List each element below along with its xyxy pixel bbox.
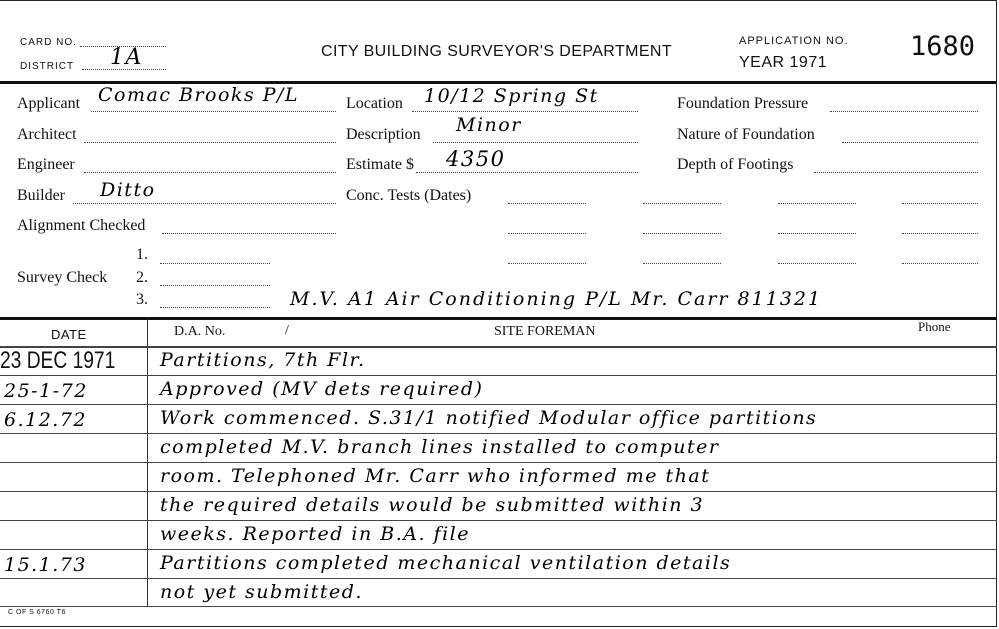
alignment-label: Alignment Checked bbox=[17, 217, 146, 234]
date-header: DATE bbox=[51, 327, 87, 342]
depth-footings-line bbox=[814, 172, 978, 173]
nature-foundation-line bbox=[842, 142, 978, 143]
estimate-value: 4350 bbox=[446, 147, 506, 171]
site-foreman-header: SITE FOREMAN bbox=[494, 324, 596, 339]
card-no-label: CARD NO. bbox=[20, 37, 77, 48]
conc-line-b2 bbox=[643, 233, 721, 234]
log-line-2 bbox=[0, 404, 997, 405]
survey-num-2: 2. bbox=[136, 269, 148, 286]
estimate-line bbox=[416, 172, 638, 173]
conc-line-b3 bbox=[643, 263, 721, 264]
survey-num-1: 1. bbox=[136, 246, 148, 263]
alignment-line bbox=[162, 233, 336, 234]
phone-header: Phone bbox=[918, 319, 951, 334]
application-no-value: 1680 bbox=[910, 31, 976, 62]
survey-3-value: M.V. A1 Air Conditioning P/L Mr. Carr 811321 bbox=[290, 288, 823, 310]
log-line-8 bbox=[0, 578, 997, 579]
district-value: 1A bbox=[110, 45, 143, 70]
form-code: C OF S 6760 T6 bbox=[8, 609, 66, 616]
applicant-value: Comac Brooks P/L bbox=[98, 84, 300, 106]
log-line-5 bbox=[0, 491, 997, 492]
log-line-7 bbox=[0, 549, 997, 550]
district-label: DISTRICT bbox=[20, 61, 75, 72]
log-row-2-date: 25-1-72 bbox=[4, 380, 88, 402]
conc-line-b1 bbox=[643, 203, 721, 204]
conc-line-d1 bbox=[902, 203, 978, 204]
log-row-4-text: completed M.V. branch lines installed to computer bbox=[160, 436, 720, 458]
log-row-1-text: Partitions, 7th Flr. bbox=[160, 349, 366, 371]
log-row-9-text: not yet submitted. bbox=[160, 581, 363, 603]
estimate-label: Estimate $ bbox=[346, 156, 414, 173]
section-divider bbox=[0, 317, 997, 320]
survey-line-3 bbox=[160, 307, 270, 308]
da-no-header: D.A. No. bbox=[174, 324, 226, 339]
log-line-3 bbox=[0, 433, 997, 434]
log-row-7-text: weeks. Reported in B.A. file bbox=[160, 523, 470, 545]
survey-line-2 bbox=[160, 285, 270, 286]
location-label: Location bbox=[346, 95, 403, 112]
location-line bbox=[412, 111, 638, 112]
conc-line-d3 bbox=[902, 263, 978, 264]
nature-foundation-label: Nature of Foundation bbox=[677, 126, 815, 143]
log-line-1 bbox=[0, 375, 997, 376]
conc-line-a1 bbox=[508, 203, 586, 204]
foundation-pressure-label: Foundation Pressure bbox=[677, 95, 809, 112]
applicant-line bbox=[91, 111, 336, 112]
department-title: CITY BUILDING SURVEYOR'S DEPARTMENT bbox=[321, 43, 673, 60]
log-row-8-date: 15.1.73 bbox=[4, 554, 88, 576]
conc-line-d2 bbox=[902, 233, 978, 234]
survey-line-1 bbox=[160, 263, 270, 264]
log-line-6 bbox=[0, 520, 997, 521]
da-slash: / bbox=[285, 323, 289, 338]
log-row-3-text: Work commenced. S.31/1 notified Modular office partitions bbox=[160, 407, 818, 429]
log-header-line bbox=[0, 346, 997, 348]
survey-num-3: 3. bbox=[136, 291, 148, 308]
log-line-4 bbox=[0, 462, 997, 463]
log-row-1-date: 23 DEC 1971 bbox=[0, 347, 116, 374]
engineer-line bbox=[84, 172, 336, 173]
conc-tests-label: Conc. Tests (Dates) bbox=[346, 187, 472, 204]
description-value: Minor bbox=[456, 114, 522, 136]
conc-line-c2 bbox=[778, 233, 856, 234]
description-label: Description bbox=[346, 126, 421, 143]
application-no-label: APPLICATION NO. bbox=[739, 35, 849, 47]
description-line bbox=[433, 142, 638, 143]
log-row-3-date: 6.12.72 bbox=[4, 409, 88, 431]
conc-line-a2 bbox=[508, 233, 586, 234]
conc-line-c3 bbox=[778, 263, 856, 264]
log-row-2-text: Approved (MV dets required) bbox=[160, 378, 484, 400]
applicant-label: Applicant bbox=[17, 95, 81, 112]
builder-line bbox=[73, 203, 336, 204]
year-label: YEAR 1971 bbox=[739, 54, 828, 71]
location-value: 10/12 Spring St bbox=[424, 85, 599, 107]
survey-check-label: Survey Check bbox=[17, 269, 108, 286]
log-row-6-text: the required details would be submitted within 3 bbox=[160, 494, 705, 516]
foundation-pressure-line bbox=[830, 111, 978, 112]
architect-label: Architect bbox=[17, 126, 77, 143]
builder-label: Builder bbox=[17, 187, 65, 204]
log-row-5-text: room. Telephoned Mr. Carr who informed me that bbox=[160, 465, 711, 487]
engineer-label: Engineer bbox=[17, 156, 75, 173]
conc-line-c1 bbox=[778, 203, 856, 204]
builder-value: Ditto bbox=[100, 179, 156, 201]
architect-line bbox=[84, 142, 336, 143]
conc-line-a3 bbox=[508, 263, 586, 264]
log-line-9 bbox=[0, 606, 997, 607]
depth-footings-label: Depth of Footings bbox=[677, 156, 794, 173]
log-row-8-text: Partitions completed mechanical ventilation details bbox=[160, 552, 732, 574]
